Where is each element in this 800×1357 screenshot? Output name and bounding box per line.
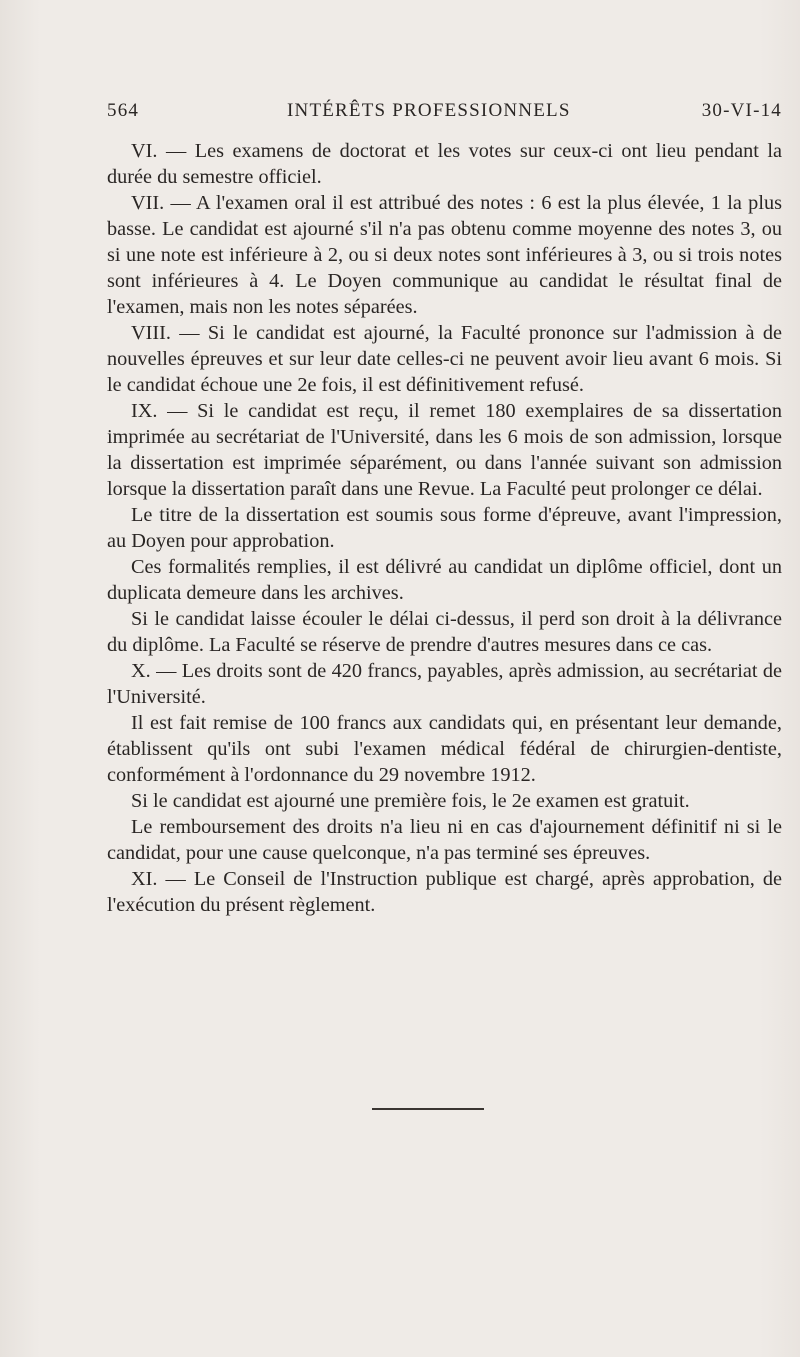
paragraph: Le titre de la dissertation est soumis sous forme d'épreuve, avant l'impression, au Doyen pour approbation.: [107, 504, 782, 552]
section-end-rule: [372, 1108, 484, 1110]
paragraph-article-ix: IX. — Si le candidat est reçu, il remet 180 exemplaires de sa dissertation imprimée au secrétariat de l'Université, dans les 6 mois de son admission, lorsque la dissertation est imprimée séparément, ou dans l'année suivant son admission lorsque la dissertation paraît dans une Revue. La Faculté peut prolonger ce délai.: [107, 400, 782, 500]
page-number: 564: [107, 100, 140, 121]
paragraph-article-vi: VI. — Les examens de doctorat et les votes sur ceux-ci ont lieu pendant la durée du semestre officiel.: [107, 140, 782, 188]
running-header: [107, 100, 782, 126]
paragraph-article-viii: VIII. — Si le candidat est ajourné, la Faculté prononce sur l'admission à de nouvelles épreuves et sur leur date celles-ci ne peuvent avoir lieu avant 6 mois. Si le candidat échoue une 2e fois, il est définitivement refusé.: [107, 322, 782, 396]
paragraph: Si le candidat laisse écouler le délai ci-dessus, il perd son droit à la délivrance du diplôme. La Faculté se réserve de prendre d'autres mesures dans ce cas.: [107, 608, 782, 656]
paragraph: Il est fait remise de 100 francs aux candidats qui, en présentant leur demande, établissent qu'ils ont subi l'examen médical fédéral de chirurgien-dentiste, conformément à l'ordonnance du 29 novembre 1912.: [107, 712, 782, 786]
paragraph: Le remboursement des droits n'a lieu ni en cas d'ajournement définitif ni si le candidat, pour une cause quelconque, n'a pas terminé ses épreuves.: [107, 816, 782, 864]
header-date: 30-VI-14: [701, 100, 782, 121]
paragraph-article-vii: VII. — A l'examen oral il est attribué des notes : 6 est la plus élevée, 1 la plus basse. Le candidat est ajourné s'il n'a pas obtenu comme moyenne des notes 3, ou si une note est inférieure à 2, ou si deux notes sont inférieures à 3, ou si trois notes sont inférieures à 4. Le Doyen communique au candidat le résultat final de l'examen, mais non les notes séparées.: [107, 192, 782, 318]
running-title: INTÉRÊTS PROFESSIONNELS: [287, 100, 571, 121]
paragraph-article-xi: XI. — Le Conseil de l'Instruction publique est chargé, après approbation, de l'exécution du présent règlement.: [107, 868, 782, 916]
paragraph-article-x: X. — Les droits sont de 420 francs, payables, après admission, au secrétariat de l'Université.: [107, 660, 782, 708]
paragraph: Ces formalités remplies, il est délivré au candidat un diplôme officiel, dont un duplicata demeure dans les archives.: [107, 556, 782, 604]
article-body: [107, 138, 782, 918]
paragraph: Si le candidat est ajourné une première fois, le 2e examen est gratuit.: [131, 790, 690, 812]
